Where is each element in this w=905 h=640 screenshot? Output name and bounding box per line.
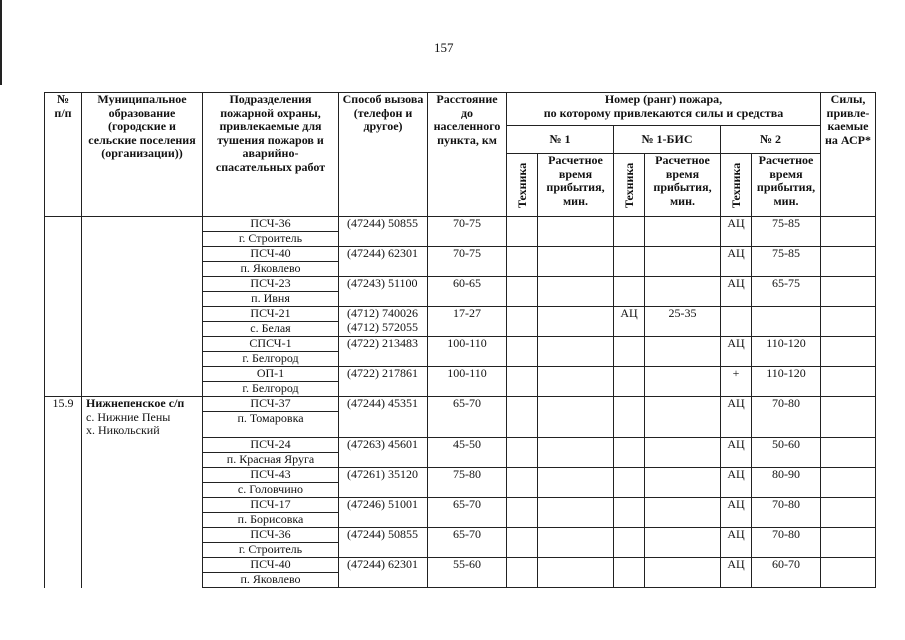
municipality-cell: [82, 247, 203, 277]
rank2-tech: АЦ: [721, 528, 752, 558]
rank2-eta: 110-120: [752, 367, 821, 397]
rank2-eta: 70-80: [752, 528, 821, 558]
rank1bis-eta: [645, 498, 721, 528]
table-row: [45, 498, 876, 528]
municipality-cell: [82, 438, 203, 468]
rank1bis-tech: [614, 528, 645, 558]
rank2-tech: АЦ: [721, 438, 752, 468]
rank2-tech: АЦ: [721, 498, 752, 528]
rank2-eta: [752, 307, 821, 337]
rank1-eta: [538, 498, 614, 528]
phone-cell: [339, 307, 428, 337]
unit-location: с. Головчино: [203, 482, 338, 497]
rank1bis-eta: [645, 337, 721, 367]
phone-cell: [339, 277, 428, 307]
unit-cell: [203, 217, 339, 247]
rank2-tech: АЦ: [721, 217, 752, 247]
rank2-tech: АЦ: [721, 558, 752, 588]
rank2-eta: 70-80: [752, 498, 821, 528]
header-rank-1: № 1: [507, 126, 614, 154]
rank1bis-eta: [645, 468, 721, 498]
rank2-tech: АЦ: [721, 277, 752, 307]
header-tech-2: Техника: [721, 154, 752, 217]
row-number: 15.9: [45, 397, 82, 438]
phone-number: (47244) 50855: [347, 527, 418, 541]
distance-cell: 65-70: [428, 397, 507, 438]
row-number: [45, 277, 82, 307]
unit-location: г. Строитель: [203, 542, 338, 557]
table-body: [45, 217, 876, 588]
header-units: Подразделения пожарной охраны, привлекаемые для тушения пожаров и аварийно-спасательных работ: [203, 93, 339, 217]
distance-cell: 100-110: [428, 337, 507, 367]
unit-name: ПСЧ-40: [250, 557, 291, 571]
municipality-cell: [82, 277, 203, 307]
unit-location: п. Ивня: [203, 291, 338, 306]
phone-cell: [339, 468, 428, 498]
phone-number: (47243) 51100: [347, 276, 418, 290]
rank1bis-eta: [645, 277, 721, 307]
rank1-eta: [538, 367, 614, 397]
rank1-tech: [507, 468, 538, 498]
forces-asr-cell: [821, 217, 876, 247]
municipality-cell: [82, 397, 203, 438]
unit-name: ПСЧ-43: [250, 467, 291, 481]
table-row: [45, 397, 876, 438]
rank1bis-eta: [645, 438, 721, 468]
header-num: № п/п: [45, 93, 82, 217]
table-row: [45, 468, 876, 498]
rank1-tech: [507, 498, 538, 528]
rank2-eta: 65-75: [752, 277, 821, 307]
header-tech-1bis: Техника: [614, 154, 645, 217]
table-row: [45, 528, 876, 558]
municipality-settlement: х. Никольский: [86, 423, 160, 437]
row-number: [45, 438, 82, 468]
rank1-eta: [538, 217, 614, 247]
rank1bis-eta: [645, 367, 721, 397]
phone-number: (4722) 213483: [347, 336, 418, 350]
municipality-cell: [82, 468, 203, 498]
unit-location: п. Борисовка: [203, 512, 338, 527]
rank1-tech: [507, 367, 538, 397]
phone-cell: [339, 397, 428, 438]
row-number: [45, 307, 82, 337]
row-number: [45, 337, 82, 367]
unit-cell: [203, 558, 339, 588]
table-row: [45, 438, 876, 468]
unit-location: п. Яковлево: [203, 572, 338, 587]
unit-cell: [203, 468, 339, 498]
unit-location: п. Красная Яруга: [203, 452, 338, 467]
distance-cell: 75-80: [428, 468, 507, 498]
row-number: [45, 558, 82, 588]
rank1bis-tech: [614, 247, 645, 277]
header-eta-2: Расчетное время прибытия, мин.: [752, 154, 821, 217]
municipality-cell: [82, 498, 203, 528]
unit-location: п. Яковлево: [203, 261, 338, 276]
distance-cell: 45-50: [428, 438, 507, 468]
rank2-tech: АЦ: [721, 337, 752, 367]
table-header: [45, 93, 876, 217]
phone-number: (47244) 50855: [347, 216, 418, 230]
rank1bis-tech: [614, 337, 645, 367]
forces-asr-cell: [821, 558, 876, 588]
rank1-tech: [507, 277, 538, 307]
rank1bis-tech: [614, 277, 645, 307]
distance-cell: 55-60: [428, 558, 507, 588]
unit-cell: [203, 397, 339, 438]
phone-number: (47246) 51001: [347, 497, 418, 511]
municipality-cell: [82, 217, 203, 247]
phone-cell: [339, 528, 428, 558]
unit-name: ОП-1: [256, 366, 285, 380]
header-municipality: Муниципальное образование (городские и сельские поселения (организации)): [82, 93, 203, 217]
forces-asr-cell: [821, 277, 876, 307]
row-number: [45, 468, 82, 498]
fire-forces-table: [44, 92, 876, 588]
rank1-eta: [538, 307, 614, 337]
phone-number: (47244) 62301: [347, 557, 418, 571]
unit-location: г. Строитель: [203, 231, 338, 246]
rank1bis-tech: [614, 217, 645, 247]
forces-asr-cell: [821, 397, 876, 438]
phone-number: (4722) 217861: [347, 366, 418, 380]
unit-cell: [203, 277, 339, 307]
header-rank-2: № 2: [721, 126, 821, 154]
municipality-title: Нижнепенское с/п: [86, 396, 185, 410]
row-number: [45, 528, 82, 558]
rank1-eta: [538, 528, 614, 558]
header-distance: Расстояние до населенного пункта, км: [428, 93, 507, 217]
phone-cell: [339, 217, 428, 247]
unit-cell: [203, 337, 339, 367]
phone-number: (47261) 35120: [347, 467, 418, 481]
header-tech-1: Техника: [507, 154, 538, 217]
municipality-cell: [82, 367, 203, 397]
unit-name: ПСЧ-37: [250, 396, 291, 410]
phone-cell: [339, 558, 428, 588]
rank1-eta: [538, 277, 614, 307]
rank2-tech: АЦ: [721, 247, 752, 277]
rank1bis-eta: [645, 217, 721, 247]
header-eta-1bis: Расчетное время прибытия, мин.: [645, 154, 721, 217]
forces-asr-cell: [821, 247, 876, 277]
rank2-eta: 110-120: [752, 337, 821, 367]
unit-name: ПСЧ-23: [250, 276, 291, 290]
unit-location: г. Белгород: [203, 351, 338, 366]
unit-cell: [203, 528, 339, 558]
rank1bis-eta: [645, 397, 721, 438]
rank1bis-tech: [614, 367, 645, 397]
rank1-tech: [507, 337, 538, 367]
table-row: [45, 367, 876, 397]
phone-number: (47263) 45601: [347, 437, 418, 451]
rank1bis-tech: [614, 397, 645, 438]
rank1-eta: [538, 558, 614, 588]
unit-name: ПСЧ-21: [250, 306, 291, 320]
phone-cell: [339, 337, 428, 367]
forces-asr-cell: [821, 528, 876, 558]
rank2-tech: +: [721, 367, 752, 397]
forces-asr-cell: [821, 337, 876, 367]
table-row: [45, 217, 876, 247]
rank1-eta: [538, 247, 614, 277]
unit-cell: [203, 367, 339, 397]
rank1bis-tech: [614, 468, 645, 498]
unit-location: п. Томаровка: [203, 411, 338, 426]
forces-asr-cell: [821, 468, 876, 498]
rank1-tech: [507, 217, 538, 247]
row-number: [45, 247, 82, 277]
page-number: 157: [434, 40, 454, 55]
phone-number: (47244) 45351: [347, 396, 418, 410]
phone-cell: [339, 438, 428, 468]
municipality-cell: [82, 307, 203, 337]
table-row: [45, 277, 876, 307]
rank2-eta: 60-70: [752, 558, 821, 588]
forces-asr-cell: [821, 307, 876, 337]
phone-number: (4712) 740026: [347, 306, 418, 320]
forces-asr-cell: [821, 438, 876, 468]
rank2-tech: [721, 307, 752, 337]
rank1-tech: [507, 307, 538, 337]
phone-number: (4712) 572055: [347, 319, 418, 334]
row-number: [45, 367, 82, 397]
rank1-eta: [538, 397, 614, 438]
header-rank: [507, 93, 821, 126]
rank1-tech: [507, 528, 538, 558]
unit-location: г. Белгород: [203, 381, 338, 396]
unit-cell: [203, 438, 339, 468]
municipality-cell: [82, 528, 203, 558]
distance-cell: 65-70: [428, 498, 507, 528]
rank1bis-eta: [645, 558, 721, 588]
rank1-tech: [507, 397, 538, 438]
rank1-eta: [538, 468, 614, 498]
rank1-tech: [507, 438, 538, 468]
municipality-settlement: с. Нижние Пены: [86, 409, 171, 424]
unit-name: СПСЧ-1: [249, 336, 292, 350]
distance-cell: 70-75: [428, 247, 507, 277]
rank1bis-tech: [614, 438, 645, 468]
unit-location: с. Белая: [203, 321, 338, 336]
header-rank-title: Номер (ранг) пожара,: [604, 92, 723, 106]
unit-cell: [203, 498, 339, 528]
rank2-tech: АЦ: [721, 468, 752, 498]
rank1-tech: [507, 558, 538, 588]
rank1-eta: [538, 438, 614, 468]
header-forces-asr: Силы, привле-каемые на АСР*: [821, 93, 876, 217]
rank1bis-eta: 25-35: [645, 307, 721, 337]
rank1bis-eta: [645, 247, 721, 277]
phone-cell: [339, 498, 428, 528]
rank1-tech: [507, 247, 538, 277]
rank2-eta: 50-60: [752, 438, 821, 468]
rank1bis-tech: [614, 498, 645, 528]
rank2-eta: 80-90: [752, 468, 821, 498]
phone-cell: [339, 367, 428, 397]
table-row: [45, 307, 876, 337]
distance-cell: 60-65: [428, 277, 507, 307]
table-row: [45, 247, 876, 277]
rank2-tech: АЦ: [721, 397, 752, 438]
distance-cell: 17-27: [428, 307, 507, 337]
row-number: [45, 217, 82, 247]
distance-cell: 65-70: [428, 528, 507, 558]
rank1bis-tech: [614, 558, 645, 588]
municipality-cell: [82, 337, 203, 367]
unit-name: ПСЧ-17: [250, 497, 291, 511]
unit-name: ПСЧ-36: [250, 527, 291, 541]
rank1bis-tech: АЦ: [614, 307, 645, 337]
page-edge-line: [0, 0, 2, 85]
header-rank-1bis: № 1-БИС: [614, 126, 721, 154]
table-row: [45, 337, 876, 367]
rank2-eta: 75-85: [752, 217, 821, 247]
header-call-method: Способ вызова (телефон и другое): [339, 93, 428, 217]
unit-name: ПСЧ-36: [250, 216, 291, 230]
rank2-eta: 70-80: [752, 397, 821, 438]
phone-cell: [339, 247, 428, 277]
rank2-eta: 75-85: [752, 247, 821, 277]
unit-name: ПСЧ-40: [250, 246, 291, 260]
rank1bis-eta: [645, 528, 721, 558]
forces-asr-cell: [821, 498, 876, 528]
row-number: [45, 498, 82, 528]
unit-cell: [203, 307, 339, 337]
unit-name: ПСЧ-24: [250, 437, 291, 451]
distance-cell: 70-75: [428, 217, 507, 247]
rank1-eta: [538, 337, 614, 367]
header-eta-1: Расчетное время прибытия, мин.: [538, 154, 614, 217]
header-rank-subtitle: по которому привлекаются силы и средства: [543, 105, 784, 120]
forces-asr-cell: [821, 367, 876, 397]
phone-number: (47244) 62301: [347, 246, 418, 260]
distance-cell: 100-110: [428, 367, 507, 397]
municipality-cell: [82, 558, 203, 588]
table-row: [45, 558, 876, 588]
unit-cell: [203, 247, 339, 277]
